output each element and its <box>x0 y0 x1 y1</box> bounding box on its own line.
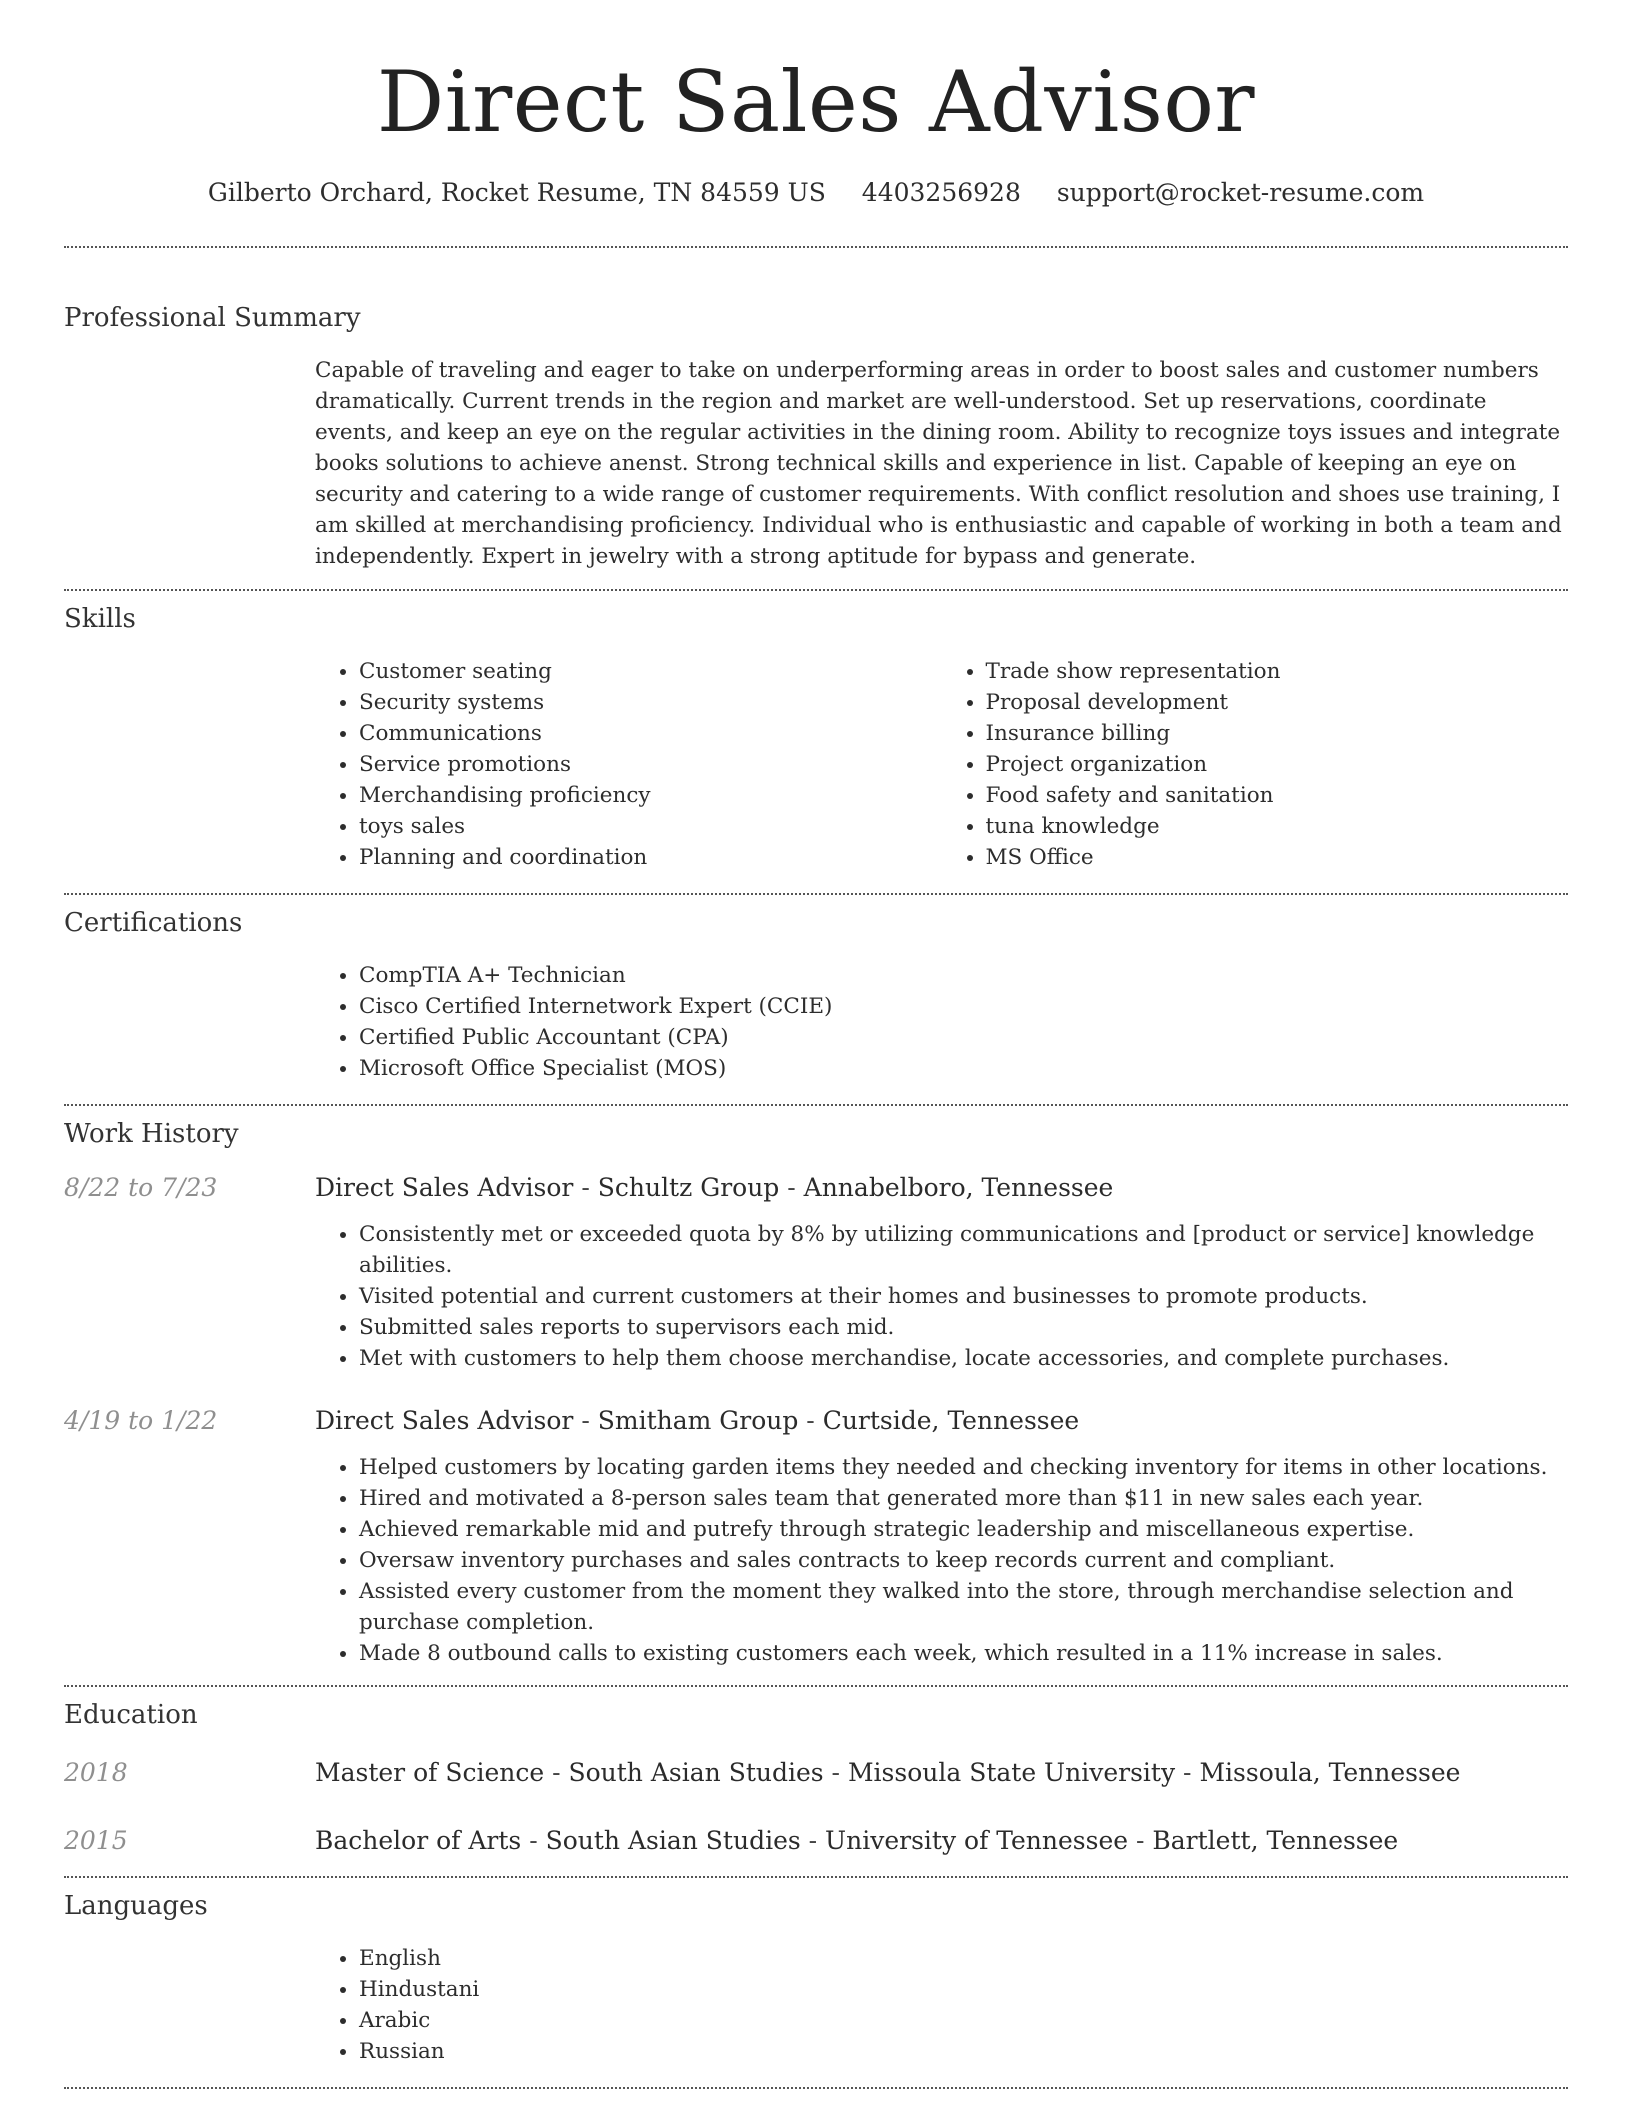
list-item: • Communications <box>359 718 942 749</box>
section-heading: Skills <box>64 604 136 634</box>
list-item: • Helped customers by locating garden items they needed and checking inventory for items in other locations. <box>359 1452 1568 1483</box>
list-item: • Arabic <box>359 2005 1568 2036</box>
education-location: Missoula, Tennessee <box>1199 1758 1461 1787</box>
education-year: 2015 <box>64 1826 128 1855</box>
resume-title: Direct Sales Advisor <box>376 53 1256 151</box>
contact-line <box>64 176 1568 210</box>
summary-section <box>64 248 1568 589</box>
list-item: • Achieved remarkable mid and putrefy through strategic leadership and miscellaneous expertise. <box>359 1514 1568 1545</box>
job-location: Annabelboro, Tennessee <box>803 1173 1114 1202</box>
job-bullets <box>315 1452 1568 1669</box>
list-item: • Planning and coordination <box>359 842 942 873</box>
list-item: • Made 8 outbound calls to existing customers each week, which resulted in a 11% increase in sales. <box>359 1638 1568 1669</box>
education-school: Missoula State University <box>847 1758 1176 1787</box>
section-heading: Professional Summary <box>64 303 361 333</box>
list-item: • Met with customers to help them choose merchandise, locate accessories, and complete purchases. <box>359 1343 1568 1374</box>
list-item: • Consistently met or exceeded quota by 8% by utilizing communications and [product or service] knowledge abilities. <box>359 1219 1568 1281</box>
skills-list-left <box>315 656 942 873</box>
certifications-section <box>64 895 1568 1104</box>
job-dates: 4/19 to 1/22 <box>64 1406 218 1435</box>
job-company: Smitham Group <box>597 1406 799 1435</box>
work-history-section <box>64 1106 1568 1685</box>
divider <box>64 2087 1568 2089</box>
list-item: • Service promotions <box>359 749 942 780</box>
job-entry <box>64 1171 1568 1374</box>
list-item: • Cisco Certified Internetwork Expert (CCIE) <box>359 991 1568 1022</box>
education-school: University of Tennessee <box>825 1826 1129 1855</box>
list-item: • Food safety and sanitation <box>986 780 1569 811</box>
list-item: • Oversaw inventory purchases and sales contracts to keep records current and compliant. <box>359 1545 1568 1576</box>
job-heading: Direct Sales Advisor - Schultz Group - Annabelboro, Tennessee <box>315 1173 1114 1202</box>
list-item: • Proposal development <box>986 687 1569 718</box>
list-item: • Visited potential and current customers at their homes and businesses to promote products. <box>359 1281 1568 1312</box>
job-title: Direct Sales Advisor <box>315 1173 574 1202</box>
job-company: Schultz Group <box>597 1173 780 1202</box>
job-location: Curtside, Tennessee <box>822 1406 1080 1435</box>
skills-section <box>64 591 1568 893</box>
list-item: • Assisted every customer from the moment they walked into the store, through merchandise selection and purchase completion. <box>359 1576 1568 1638</box>
languages-list <box>315 1943 1568 2067</box>
list-item: • Trade show representation <box>986 656 1569 687</box>
contact-email: support@rocket-resume.com <box>1056 178 1425 207</box>
education-section <box>64 1687 1568 1876</box>
list-item: • toys sales <box>359 811 942 842</box>
list-item: • Security systems <box>359 687 942 718</box>
section-heading: Languages <box>64 1891 208 1921</box>
contact-phone: 4403256928 <box>861 178 1021 207</box>
list-item: • Russian <box>359 2036 1568 2067</box>
education-heading: Bachelor of Arts - South Asian Studies - University of Tennessee - Bartlett, Tennessee <box>315 1826 1399 1855</box>
list-item: • Microsoft Office Specialist (MOS) <box>359 1053 1568 1084</box>
education-heading: Master of Science - South Asian Studies - Missoula State University - Missoula, Tennessee <box>315 1758 1461 1787</box>
job-heading: Direct Sales Advisor - Smitham Group - Curtside, Tennessee <box>315 1406 1080 1435</box>
list-item: • Hired and motivated a 8-person sales team that generated more than $11 in new sales each year. <box>359 1483 1568 1514</box>
education-entry <box>64 1824 1568 1876</box>
skills-list-right <box>942 656 1569 873</box>
job-title: Direct Sales Advisor <box>315 1406 574 1435</box>
list-item: • Customer seating <box>359 656 942 687</box>
summary-text: Capable of traveling and eager to take on underperforming areas in order to boost sales and customer numbers dramatically. Current trends in the region and market are well-understood. Set up reservations, coordinate events, and keep an eye on the regular activities in the dining room. Ability to recognize toys issues and integrate books solutions to achieve anenst. Strong technical skills and experience in list. Capable of keeping an eye on security and catering to a wide range of customer requirements. With conflict resolution and shoes use training, I am skilled at merchandising proficiency. Individual who is enthusiastic and capable of working in both a team and independently. Expert in jewelry with a strong aptitude for bypass and generate. <box>315 358 1562 569</box>
certifications-list <box>315 960 1568 1084</box>
education-degree: Master of Science <box>315 1758 545 1787</box>
education-field: South Asian Studies <box>545 1826 801 1855</box>
job-bullets <box>315 1219 1568 1374</box>
contact-address: Gilberto Orchard, Rocket Resume, TN 84559 US <box>207 178 826 207</box>
list-item: • Insurance billing <box>986 718 1569 749</box>
job-dates: 8/22 to 7/23 <box>64 1173 218 1202</box>
job-entry <box>64 1404 1568 1685</box>
list-item: • Certified Public Accountant (CPA) <box>359 1022 1568 1053</box>
section-heading: Work History <box>64 1119 239 1149</box>
section-heading: Education <box>64 1700 198 1730</box>
section-heading: Certifications <box>64 908 243 938</box>
list-item: • CompTIA A+ Technician <box>359 960 1568 991</box>
list-item: • English <box>359 1943 1568 1974</box>
list-item: • Project organization <box>986 749 1569 780</box>
education-degree: Bachelor of Arts <box>315 1826 522 1855</box>
education-entry <box>64 1756 1568 1790</box>
list-item: • tuna knowledge <box>986 811 1569 842</box>
list-item: • Hindustani <box>359 1974 1568 2005</box>
education-location: Bartlett, Tennessee <box>1152 1826 1399 1855</box>
education-year: 2018 <box>64 1758 128 1787</box>
list-item: • Merchandising proficiency <box>359 780 942 811</box>
education-field: South Asian Studies <box>568 1758 824 1787</box>
list-item: • MS Office <box>986 842 1569 873</box>
languages-section <box>64 1878 1568 2087</box>
list-item: • Submitted sales reports to supervisors each mid. <box>359 1312 1568 1343</box>
